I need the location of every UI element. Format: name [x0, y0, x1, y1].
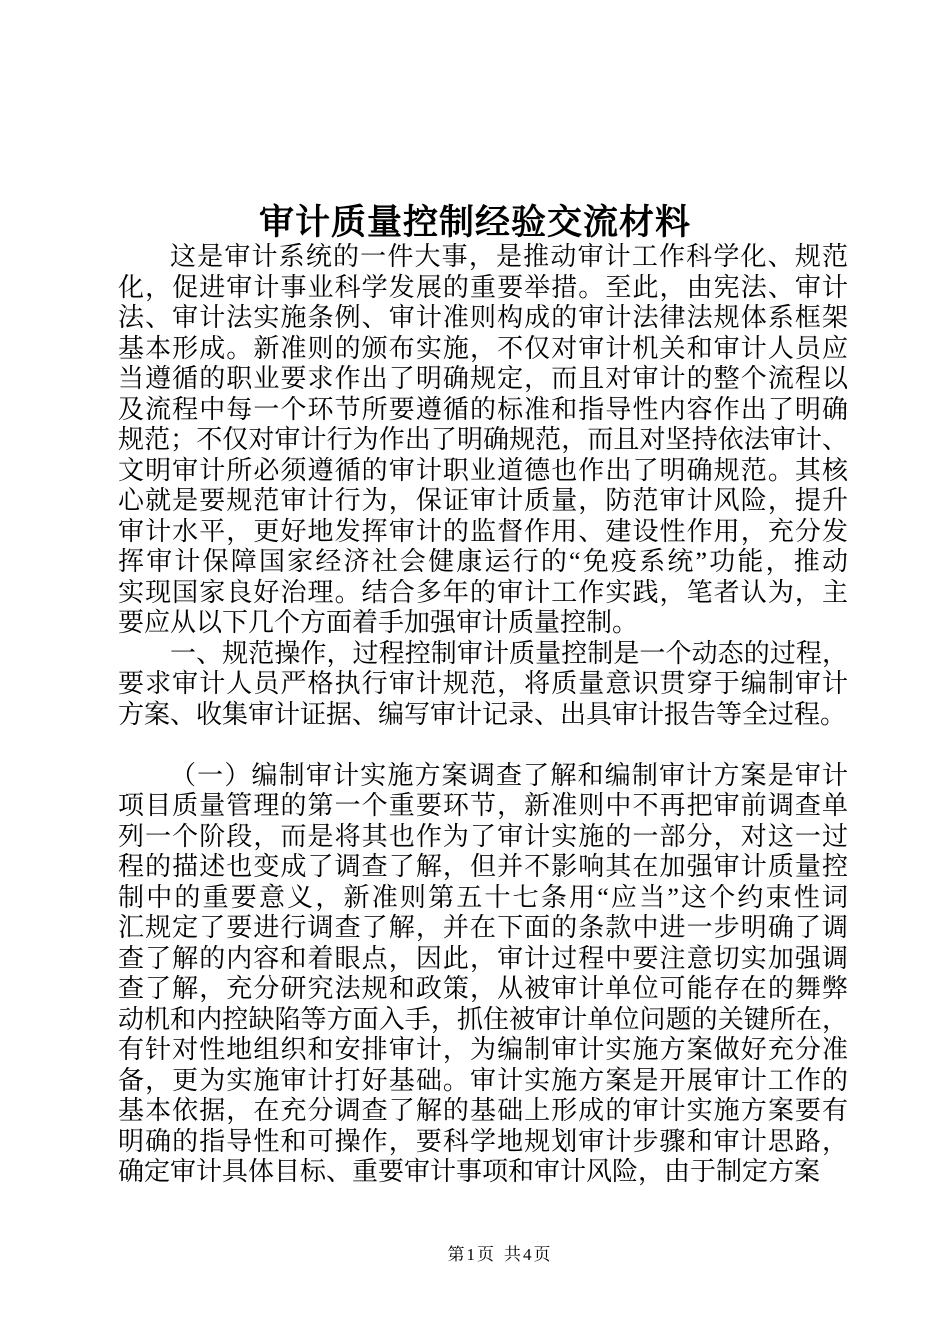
blank-line	[118, 730, 848, 761]
current-page-label: 第1页	[447, 1245, 496, 1264]
body-line: 要求审计人员严格执行审计规范，将质量意识贯穿于编制审计	[118, 669, 848, 698]
body-line: 制中的重要意义，新准则第五十七条用“应当”这个约束性词	[118, 882, 848, 912]
body-line: 查了解，充分研究法规和政策，从被审计单位可能存在的舞弊	[118, 974, 848, 1003]
page-number	[444, 1244, 557, 1266]
body-line: 查了解的内容和着眼点，因此，审计过程中要注意切实加强调	[118, 943, 848, 973]
body-line: 法、审计法实施条例、审计准则构成的审计法律法规体系框架	[118, 303, 848, 332]
body-line: 挥审计保障国家经济社会健康运行的“免疫系统”功能，推动	[118, 547, 848, 576]
body-line: 这是审计系统的一件大事，是推动审计工作科学化、规范	[170, 242, 848, 271]
page-footer	[0, 1244, 950, 1266]
body-line: 方案、收集审计证据、编写审计记录、出具审计报告等全过程。	[118, 699, 847, 729]
body-line: 要应从以下几个方面着手加强审计质量控制。	[118, 608, 639, 637]
body-line: 实现国家良好治理。结合多年的审计工作实践，笔者认为，主	[118, 577, 848, 607]
body-line: （一）编制审计实施方案调查了解和编制审计方案是审计	[170, 760, 848, 790]
page-title: 审计质量控制经验交流材料	[258, 203, 691, 243]
body-line: 明确的指导性和可操作，要科学地规划审计步骤和审计思路，	[118, 1126, 848, 1156]
body-line: 审计水平，更好地发挥审计的监督作用、建设性作用，充分发	[118, 516, 848, 546]
body-line: 列一个阶段，而是将其也作为了审计实施的一部分，对这一过	[118, 821, 848, 851]
body-line: 一、规范操作，过程控制审计质量控制是一个动态的过程，	[170, 638, 848, 668]
body-line: 心就是要规范审计行为，保证审计质量，防范审计风险，提升	[118, 486, 848, 515]
body-line: 基本形成。新准则的颁布实施，不仅对审计机关和审计人员应	[118, 333, 848, 363]
body-line: 当遵循的职业要求作出了明确规定，而且对审计的整个流程以	[118, 364, 848, 393]
body-line: 及流程中每一个环节所要遵循的标准和指导性内容作出了明确	[118, 394, 848, 424]
body-line: 备，更为实施审计打好基础。审计实施方案是开展审计工作的	[118, 1065, 848, 1095]
total-pages-label: 共4页	[504, 1245, 553, 1264]
document-body	[118, 242, 848, 1188]
body-line: 化，促进审计事业科学发展的重要举措。至此，由宪法、审计	[118, 272, 848, 302]
body-line: 确定审计具体目标、重要审计事项和审计风险，由于制定方案	[118, 1157, 821, 1186]
body-line: 基本依据，在充分调查了解的基础上形成的审计实施方案要有	[118, 1096, 848, 1125]
body-line: 文明审计所必须遵循的审计职业道德也作出了明确规范。其核	[118, 455, 848, 485]
body-line: 规范；不仅对审计行为作出了明确规范，而且对坚持依法审计、	[118, 425, 848, 454]
body-line: 有针对性地组织和安排审计，为编制审计实施方案做好充分准	[118, 1035, 848, 1064]
body-line: 项目质量管理的第一个重要环节，新准则中不再把审前调查单	[118, 791, 848, 820]
body-line: 程的描述也变成了调查了解，但并不影响其在加强审计质量控	[118, 852, 848, 881]
body-line: 动机和内控缺陷等方面入手，抓住被审计单位问题的关键所在，	[118, 1004, 848, 1034]
body-line: 汇规定了要进行调查了解，并在下面的条款中进一步明确了调	[118, 913, 848, 942]
